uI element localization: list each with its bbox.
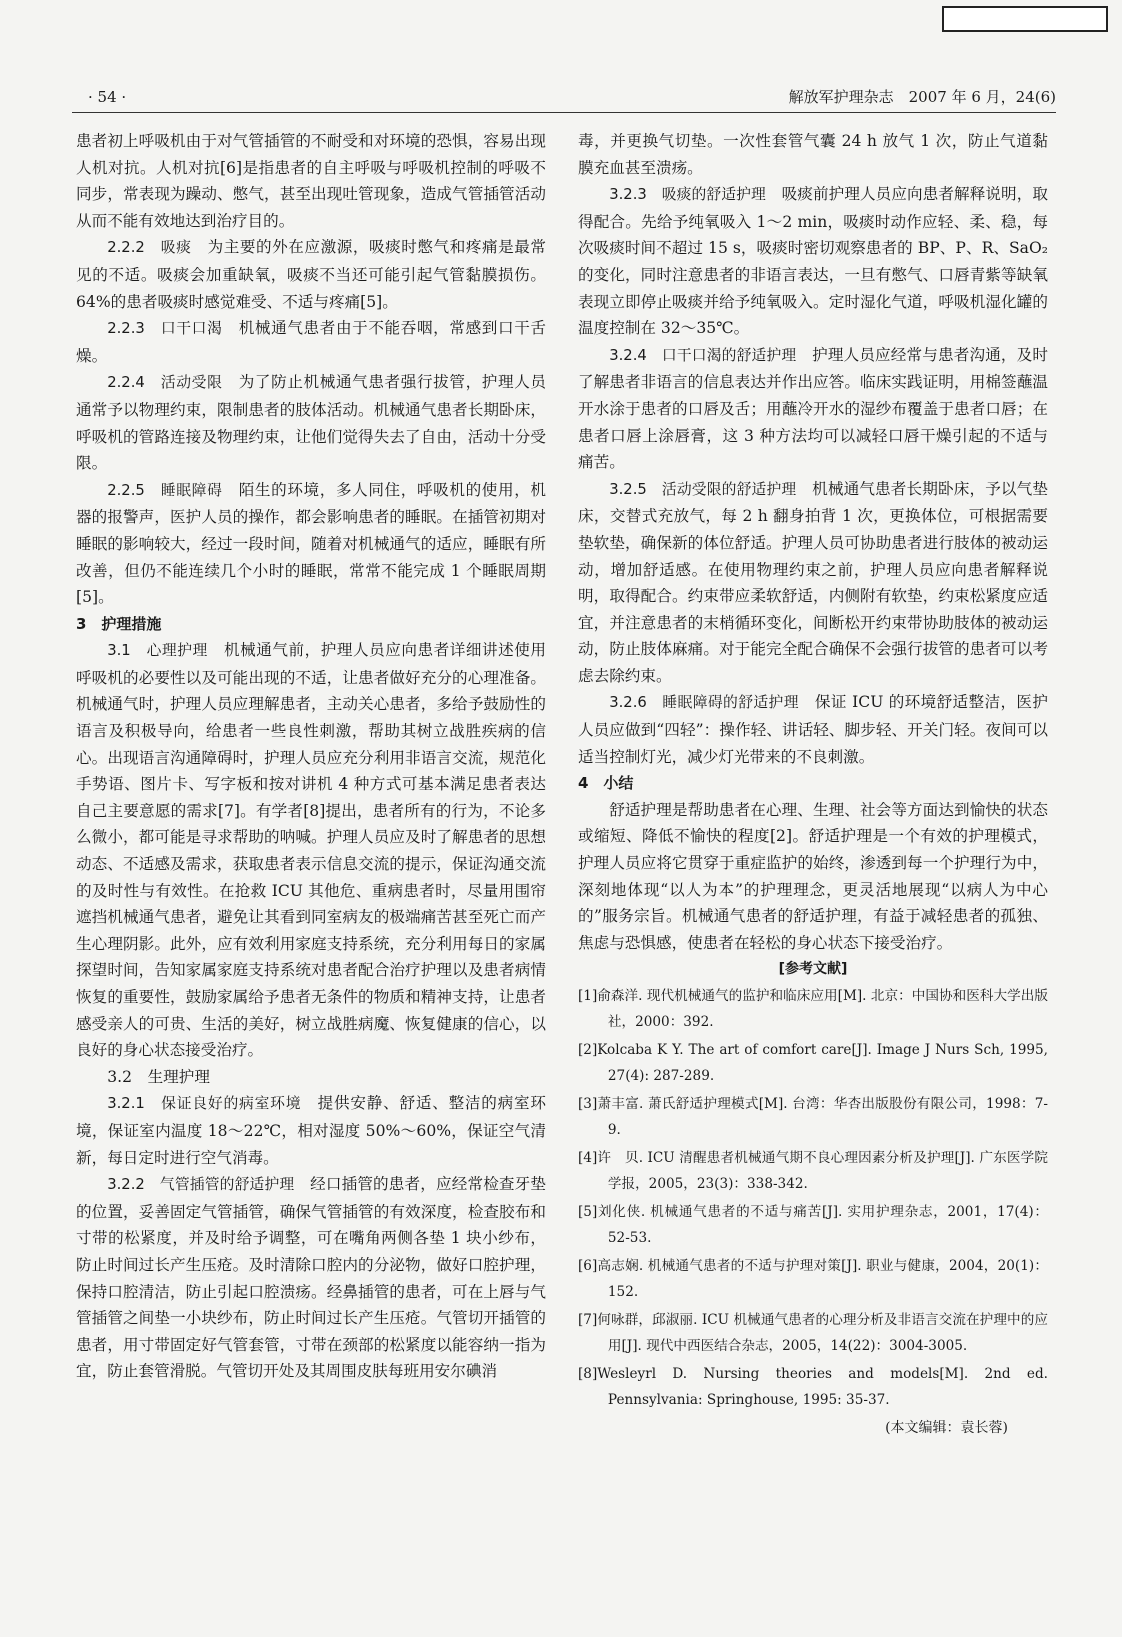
section-3-2-4-body: 护理人员应经常与患者沟通，及时了解患者非语言的信息表达并作出应答。临床实践证明，用棉签蘸温开水涂于患者的口唇及舌；用蘸冷开水的湿纱布覆盖于患者口唇；在患者口唇上涂唇膏，这 3 种方法均可以减轻口唇干燥引起的不适与痛苦。 xyxy=(578,345,1048,472)
section-3-2-6-heading: 3.2.6 睡眠障碍的舒适护理 xyxy=(609,694,799,712)
section-3-1-heading: 3.1 心理护理 xyxy=(107,642,208,660)
section-3-2-5-heading: 3.2.5 活动受限的舒适护理 xyxy=(609,480,797,498)
section-3-2-3 xyxy=(578,181,1048,342)
section-3-2-3-body: 吸痰前护理人员应向患者解释说明，取得配合。先给予纯氧吸入 1～2 min，吸痰时动作应轻、柔、稳，每次吸痰时间不超过 15 s，吸痰时密切观察患者的 BP、P、R、SaO₂ 的变化，同时注意患者的非语言表达，一旦有憋气、口唇青紫等缺氧表现立即停止吸痰并给予纯氧吸入。定时湿化气道，呼吸机湿化罐的温度控制在 32～35℃。 xyxy=(578,185,1048,338)
header-rule xyxy=(72,112,1056,113)
section-3-1-body: 机械通气前，护理人员应向患者详细讲述使用呼吸机的必要性以及可能出现的不适，让患者做好充分的心理准备。机械通气时，护理人员应理解患者，主动关心患者，多给予鼓励性的语言及积极导向，给患者一些良性刺激，帮助其树立战胜疾病的信心。出现语言沟通障碍时，护理人员应充分利用非语言交流，规范化手势语、图片卡、写字板和按对讲机 4 种方式可基本满足患者表达自己主要意愿的需求[7]。有学者[8]提出，患者所有的行为，不论多么微小，都可能是寻求帮助的呐喊。护理人员应及时了解患者的思想动态、不适感及需求，获取患者表示信息交流的提示，保证沟通交流的及时性与有效性。在抢救 ICU 其他危、重病患者时，尽量用围帘遮挡机械通气患者，避免让其看到同室病友的极端痛苦甚至死亡而产生心理阴影。此外，应有效利用家庭支持系统，充分利用每日的家属探望时间，告知家属家庭支持系统对患者配合治疗护理以及患者病情恢复的重要性，鼓励家属给予患者无条件的物质和精神支持，让患者感受亲人的可贵、生活的美好，树立战胜病魔、恢复健康的信心，以良好的身心状态接受治疗。 xyxy=(76,641,546,1060)
section-2-2-3-body: 机械通气患者由于不能吞咽，常感到口干舌燥。 xyxy=(76,319,546,365)
section-3-2-5-body: 机械通气患者长期卧床，予以气垫床，交替式充放气，每 2 h 翻身拍背 1 次，更换体位，可根据需要垫软垫，确保新的体位舒适。护理人员可协助患者进行肢体的被动运动，增加舒适感。在使用物理约束之前，护理人员应向患者解释说明，取得配合。约束带应柔软舒适，内侧附有软垫，约束松紧度应适宜，并注意患者的末梢循环变化，间断松开约束带协助肢体的被动运动，防止肢体麻痛。对于能完全配合确保不会强行拔管的患者可以考虑去除约束。 xyxy=(578,479,1048,685)
references-list xyxy=(578,983,1048,1413)
section-2-2-2 xyxy=(76,234,546,315)
left-column xyxy=(76,128,546,1385)
section-2-2-5 xyxy=(76,477,546,611)
section-2-2-4-body: 为了防止机械通气患者强行拔管，护理人员通常予以物理约束，限制患者的肢体活动。机械通气患者长期卧床，呼吸机的管路连接及物理约束，让他们觉得失去了自由，活动十分受限。 xyxy=(76,373,546,473)
references-heading: [参考文献] xyxy=(778,961,848,978)
section-3-2-1-heading: 3.2.1 保证良好的病室环境 xyxy=(107,1095,302,1113)
section-2-2-5-heading: 2.2.5 睡眠障碍 xyxy=(107,481,223,499)
page-number: · 54 · xyxy=(88,88,127,106)
section-2-2-3 xyxy=(76,315,546,369)
reference-item: [6]高志娴. 机械通气患者的不适与护理对策[J]. 职业与健康，2004，20(1)：152. xyxy=(578,1258,1048,1300)
section-3-2-5 xyxy=(578,476,1048,690)
reference-item: [2]Kolcaba K Y. The art of comfort care[J]. Image J Nurs Sch, 1995, 27(4): 287-289. xyxy=(578,1042,1048,1084)
section-3-2-6 xyxy=(578,689,1048,770)
right-column xyxy=(578,128,1048,1442)
reference-item: [4]许 贝. ICU 清醒患者机械通气期不良心理因素分析及护理[J]. 广东医学院学报，2005，23(3)：338-342. xyxy=(578,1150,1048,1192)
section-3-2-1-body: 提供安静、舒适、整洁的病室环境，保证室内温度 18～22℃，相对湿度 50%～60%，保证空气清新，每日定时进行空气消毒。 xyxy=(76,1094,546,1167)
section-2-2-4-heading: 2.2.4 活动受限 xyxy=(107,374,223,392)
section-2-2-5-body: 陌生的环境，多人同住，呼吸机的使用，机器的报警声，医护人员的操作，都会影响患者的睡眠。在插管初期对睡眠的影响较大，经过一段时间，随着对机械通气的适应，睡眠有所改善，但仍不能连续几个小时的睡眠，常常不能完成 1 个睡眠周期[5]。 xyxy=(76,480,546,607)
section-3-2-2-body: 经口插管的患者，应经常检查牙垫的位置，妥善固定气管插管，确保气管插管的有效深度，检查胶布和寸带的松紧度，并及时给予调整，可在嘴角两侧各垫 1 块小纱布，防止时间过长产生压疮。及时清除口腔内的分泌物，做好口腔护理，保持口腔清洁，防止引起口腔溃疡。经鼻插管的患者，可在上唇与气管插管之间垫一小块纱布，防止时间过长产生压疮。气管切开插管的患者，用寸带固定好气管套管，寸带在颈部的松紧度以能容纳一指为宜，防止套管滑脱。气管切开处及其周围皮肤每班用安尔碘消 xyxy=(76,1175,546,1381)
intro-paragraph: 患者初上呼吸机由于对气管插管的不耐受和对环境的恐惧，容易出现人机对抗。人机对抗[6]是指患者的自主呼吸与呼吸机控制的呼吸不同步，常表现为躁动、憋气，甚至出现吐管现象，造成气管插管活动从而不能有效地达到治疗目的。 xyxy=(76,132,546,230)
section-3-2-4-heading: 3.2.4 口干口渴的舒适护理 xyxy=(609,346,797,364)
section-2-2-3-heading: 2.2.3 口干口渴 xyxy=(107,320,223,338)
corner-box xyxy=(942,6,1108,32)
section-3-2-2 xyxy=(76,1171,546,1385)
section-3-heading: 3 护理措施 xyxy=(76,614,162,633)
reference-item: [1]俞森洋. 现代机械通气的监护和临床应用[M]. 北京：中国协和医科大学出版社，2000：392. xyxy=(578,988,1048,1030)
summary-paragraph: 舒适护理是帮助患者在心理、生理、社会等方面达到愉快的状态或缩短、降低不愉快的程度[2]。舒适护理是一个有效的护理模式，护理人员应将它贯穿于重症监护的始终，渗透到每一个护理行为中，深刻地体现“以人为本”的护理理念，更灵活地展现“以病人为中心的”服务宗旨。机械通气患者的舒适护理，有益于减轻患者的孤独、焦虑与恐惧感，使患者在轻松的身心状态下接受治疗。 xyxy=(578,800,1048,952)
section-4-heading: 4 小结 xyxy=(578,774,634,793)
section-3-2-6-body: 保证 ICU 的环境舒适整洁，医护人员应做到“四轻”：操作轻、讲话轻、脚步轻、开关门轻。夜间可以适当控制灯光，减少灯光带来的不良刺激。 xyxy=(578,693,1048,766)
reference-item: [7]何咏群，邱淑丽. ICU 机械通气患者的心理分析及非语言交流在护理中的应用[J]. 现代中西医结合杂志，2005，14(22)：3004-3005. xyxy=(578,1312,1048,1354)
section-2-2-2-heading: 2.2.2 吸痰 xyxy=(107,239,192,257)
section-3-2-1 xyxy=(76,1090,546,1171)
section-3-2-2-heading: 3.2.2 气管插管的舒适护理 xyxy=(107,1176,295,1194)
editor-note: (本文编辑：袁长蓉) xyxy=(885,1420,1008,1436)
section-2-2-2-body: 为主要的外在应激源，吸痰时憋气和疼痛是最常见的不适。吸痰会加重缺氧，吸痰不当还可能引起气管黏膜损伤。64%的患者吸痰时感觉难受、不适与疼痛[5]。 xyxy=(76,238,546,311)
page-header xyxy=(72,82,1056,112)
reference-item: [5]刘化侠. 机械通气患者的不适与痛苦[J]. 实用护理杂志，2001，17(4)：52-53. xyxy=(578,1204,1048,1246)
reference-item: [3]萧丰富. 萧氏舒适护理模式[M]. 台湾：华杏出版股份有限公司，1998：7-9. xyxy=(578,1096,1048,1138)
section-3-2-heading: 3.2 生理护理 xyxy=(107,1067,210,1086)
section-3-2-4 xyxy=(578,342,1048,476)
continued-paragraph: 毒，并更换气切垫。一次性套管气囊 24 h 放气 1 次，防止气道黏膜充血甚至溃疡。 xyxy=(578,132,1048,177)
reference-item: [8]Wesleyrl D. Nursing theories and models[M]. 2nd ed. Pennsylvania: Springhouse, 1995: 35-37. xyxy=(578,1366,1048,1408)
section-2-2-4 xyxy=(76,369,546,476)
section-3-2-3-heading: 3.2.3 吸痰的舒适护理 xyxy=(609,186,766,204)
journal-citation: 解放军护理杂志 2007 年 6 月，24(6) xyxy=(788,88,1056,106)
section-3-1 xyxy=(76,637,546,1064)
